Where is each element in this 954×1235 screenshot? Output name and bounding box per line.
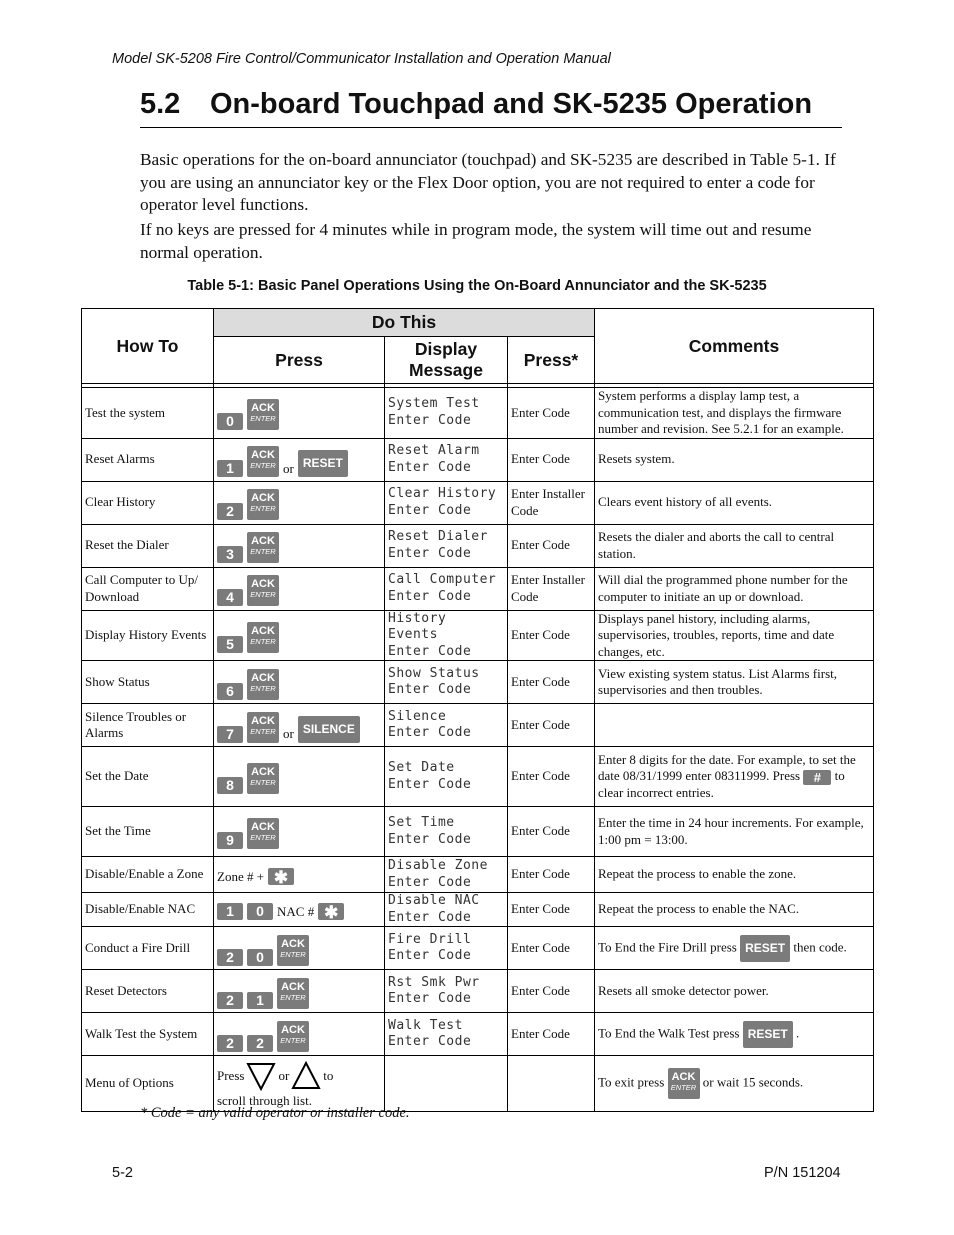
press-cell xyxy=(214,704,385,747)
display-message-cell xyxy=(385,927,508,970)
key-sequence xyxy=(217,528,381,563)
digit-key-icon[interactable]: 5 xyxy=(217,636,243,653)
header-display-message: Display Message xyxy=(385,337,508,384)
comments-cell xyxy=(595,747,874,807)
digit-key-icon[interactable]: 2 xyxy=(217,1035,243,1052)
header-press-star: Press* xyxy=(508,337,595,384)
ack-enter-key-icon[interactable] xyxy=(247,622,279,653)
display-line-2: Enter Code xyxy=(388,948,472,963)
ack-key-label: ACK xyxy=(251,402,275,415)
comment-text: Enter the time in 24 hour increments. For example, 1:00 pm = 13:00. xyxy=(598,815,864,847)
comments-cell xyxy=(595,893,874,927)
ack-key-label: ACK xyxy=(251,578,275,590)
table-row xyxy=(82,704,874,747)
comments-cell xyxy=(595,857,874,893)
enter-key-label: ENTER xyxy=(250,590,276,599)
display-line-1: Reset Dialer xyxy=(388,529,488,544)
ack-key-label: ACK xyxy=(671,1071,696,1083)
hash-key-icon[interactable]: # xyxy=(803,770,831,785)
display-line-2: Enter Code xyxy=(388,588,472,604)
digit-key-icon[interactable]: 2 xyxy=(217,503,243,520)
display-message-cell xyxy=(385,1013,508,1056)
comment-text-end: then code. xyxy=(793,938,847,954)
digit-key-icon[interactable]: 1 xyxy=(217,903,243,920)
how-to-cell: Test the system xyxy=(82,388,214,439)
ack-key-label: ACK xyxy=(251,624,275,637)
digit-key-icon[interactable]: 1 xyxy=(217,460,243,477)
or-word: or xyxy=(278,1068,290,1083)
enter-key-label: ENTER xyxy=(250,636,276,646)
to-word: to xyxy=(323,1068,334,1083)
comment-text: Clears event history of all events. xyxy=(598,494,773,510)
scroll-up-arrow-icon[interactable] xyxy=(291,1061,321,1091)
comments-cell xyxy=(595,1056,874,1112)
table-row xyxy=(82,970,874,1013)
display-line-1: Set Time xyxy=(388,815,455,830)
comments-cell xyxy=(595,438,874,481)
key-sequence xyxy=(217,665,381,700)
display-message-cell xyxy=(385,610,508,661)
key-sequence xyxy=(217,708,381,743)
table-row xyxy=(82,610,874,661)
comment-text: Resets all smoke detector power. xyxy=(598,982,769,998)
timeout-paragraph: If no keys are pressed for 4 minutes while in program mode, the system will time out and resume normal operation. xyxy=(140,220,812,262)
display-line-2: Enter Code xyxy=(388,545,472,561)
digit-key-icon[interactable]: 6 xyxy=(217,683,243,700)
press-cell xyxy=(214,438,385,481)
ack-key-label: ACK xyxy=(251,535,275,547)
display-message-cell xyxy=(385,481,508,524)
enter-key-label: ENTER xyxy=(250,778,276,787)
section-heading xyxy=(140,88,842,128)
comment-text: Resets the dialer and aborts the call to central station. xyxy=(598,529,835,561)
digit-key-icon[interactable]: 0 xyxy=(247,903,273,920)
header-how-to: How To xyxy=(82,309,214,384)
table-row xyxy=(82,567,874,610)
comments-cell xyxy=(595,481,874,524)
digit-key-icon[interactable]: 4 xyxy=(217,589,243,606)
comment-text-end: to clear incorrect entries. xyxy=(598,768,845,800)
digit-key-icon[interactable]: 2 xyxy=(217,992,243,1009)
intro-paragraph: Basic operations for the on-board annunciator (touchpad) and SK-5235 are described in Table 5-1. If you are using an annunciator key or the Flex Door option, you are not required to enter a code for operator level functions. xyxy=(140,150,836,214)
display-line-2: Enter Code xyxy=(388,991,472,1006)
section-title: On-board Touchpad and SK-5235 Operation xyxy=(210,88,813,120)
enter-key-label: ENTER xyxy=(280,1035,306,1045)
table-row xyxy=(82,857,874,893)
press-star-cell: Enter Code xyxy=(508,438,595,481)
comments-cell xyxy=(595,807,874,857)
display-line-2: Enter Code xyxy=(388,682,472,697)
zone-label: Zone # + xyxy=(217,868,265,884)
display-message-cell xyxy=(385,438,508,481)
key-sequence xyxy=(217,1017,381,1052)
footnote: * Code = any valid operator or installer code. xyxy=(140,1105,410,1121)
running-header: Model SK-5208 Fire Control/Communicator Installation and Operation Manual xyxy=(112,51,611,67)
or-word: or xyxy=(283,460,294,476)
header-comments: Comments xyxy=(595,309,874,384)
press-word: Press xyxy=(217,1068,245,1083)
ack-enter-key-icon[interactable] xyxy=(668,1068,700,1099)
display-line-2: Enter Code xyxy=(388,459,472,475)
press-star-cell xyxy=(508,1056,595,1112)
display-line-1: System Test xyxy=(388,396,480,412)
press-star-cell: Enter Code xyxy=(508,388,595,439)
comments-cell xyxy=(595,704,874,747)
display-line-2: Enter Code xyxy=(388,643,472,659)
key-sequence xyxy=(217,759,381,794)
display-message-cell xyxy=(385,857,508,893)
display-message-cell xyxy=(385,388,508,439)
press-cell xyxy=(214,567,385,610)
display-line-1: Set Date xyxy=(388,760,455,775)
display-line-2: Enter Code xyxy=(388,909,472,925)
display-line-1: Fire Drill xyxy=(388,931,472,947)
digit-key-icon[interactable]: 8 xyxy=(217,777,243,794)
ack-enter-key-icon[interactable] xyxy=(247,446,279,477)
key-sequence xyxy=(217,618,381,653)
display-line-2: Enter Code xyxy=(388,776,472,792)
display-message-cell xyxy=(385,747,508,807)
press-star-cell: Enter Code xyxy=(508,893,595,927)
reset-key-icon[interactable]: RESET xyxy=(743,1021,793,1048)
table-row xyxy=(82,747,874,807)
ack-key-label: ACK xyxy=(251,449,275,461)
display-message-cell xyxy=(385,893,508,927)
how-to-cell: Call Computer to Up/ Download xyxy=(82,567,214,610)
table-row xyxy=(82,927,874,970)
press-cell xyxy=(214,927,385,970)
display-message-cell xyxy=(385,524,508,567)
header-do-this: Do This xyxy=(214,309,595,337)
star-key-icon[interactable]: ✱ xyxy=(318,903,344,920)
comment-text: Will dial the programmed phone number for the computer to initiate an up or download. xyxy=(598,572,848,604)
enter-key-label: ENTER xyxy=(250,833,276,842)
ack-enter-key-icon[interactable] xyxy=(247,712,279,743)
display-line-1: Silence xyxy=(388,708,447,724)
part-number: P/N 151204 xyxy=(764,1165,841,1181)
press-cell xyxy=(214,1056,385,1112)
ack-key-label: ACK xyxy=(281,1023,305,1036)
key-sequence xyxy=(217,974,381,1009)
enter-key-label: ENTER xyxy=(670,1083,697,1092)
header-press: Press xyxy=(214,337,385,384)
press-cell xyxy=(214,747,385,807)
press-cell xyxy=(214,970,385,1013)
reset-key-icon[interactable]: RESET xyxy=(298,450,348,477)
table-row xyxy=(82,807,874,857)
press-star-cell: Enter Installer Code xyxy=(508,481,595,524)
display-line-2: Enter Code xyxy=(388,412,472,428)
comments-cell xyxy=(595,927,874,970)
silence-key-icon[interactable]: SILENCE xyxy=(298,716,360,743)
or-word: or xyxy=(283,726,294,741)
comments-cell xyxy=(595,970,874,1013)
key-sequence xyxy=(217,485,381,520)
how-to-cell: Reset Detectors xyxy=(82,970,214,1013)
how-to-cell: Menu of Options xyxy=(82,1056,214,1112)
key-sequence xyxy=(217,395,381,430)
press-star-cell: Enter Code xyxy=(508,970,595,1013)
enter-key-label: ENTER xyxy=(250,547,276,556)
press-star-cell: Enter Code xyxy=(508,807,595,857)
comment-text-end: . xyxy=(795,1024,800,1040)
press-star-cell: Enter Code xyxy=(508,661,595,704)
table-row xyxy=(82,524,874,567)
table-row xyxy=(82,388,874,439)
how-to-cell: Clear History xyxy=(82,481,214,524)
display-message-cell xyxy=(385,704,508,747)
reset-key-icon[interactable]: RESET xyxy=(740,935,790,962)
press-star-cell: Enter Code xyxy=(508,857,595,893)
key-sequence xyxy=(217,864,381,885)
ack-enter-key-icon[interactable] xyxy=(277,935,309,966)
table-row xyxy=(82,438,874,481)
how-to-cell: Walk Test the System xyxy=(82,1013,214,1056)
scroll-down-arrow-icon[interactable] xyxy=(246,1061,276,1091)
display-message-cell xyxy=(385,970,508,1013)
display-line-2: Enter Code xyxy=(388,874,472,890)
digit-key-icon[interactable]: 3 xyxy=(217,546,243,563)
display-line-1: Rst Smk Pwr xyxy=(388,974,480,990)
ack-key-label: ACK xyxy=(251,671,275,684)
display-message-cell xyxy=(385,661,508,704)
how-to-cell: Display History Events xyxy=(82,610,214,661)
display-line-1: Disable NAC xyxy=(388,893,480,908)
table-row xyxy=(82,481,874,524)
enter-key-label: ENTER xyxy=(250,504,276,513)
press-cell xyxy=(214,857,385,893)
display-line-1: History Events xyxy=(388,610,447,642)
enter-key-label: ENTER xyxy=(280,949,306,959)
press-cell xyxy=(214,610,385,661)
press-cell xyxy=(214,1013,385,1056)
ack-enter-key-icon[interactable] xyxy=(277,978,309,1009)
display-line-1: Reset Alarm xyxy=(388,443,480,458)
press-star-cell: Enter Code xyxy=(508,704,595,747)
comment-text-end: or wait 15 seconds. xyxy=(702,1074,804,1090)
press-cell xyxy=(214,481,385,524)
section-number: 5.2 xyxy=(140,88,181,120)
table-row xyxy=(82,1056,874,1112)
digit-key-icon[interactable]: 1 xyxy=(247,992,273,1009)
press-star-cell: Enter Code xyxy=(508,747,595,807)
how-to-cell: Set the Date xyxy=(82,747,214,807)
how-to-cell: Disable/Enable a Zone xyxy=(82,857,214,893)
display-line-2: Enter Code xyxy=(388,1034,472,1049)
how-to-cell: Reset Alarms xyxy=(82,438,214,481)
comment-text: View existing system status. List Alarms first, supervisories and then troubles. xyxy=(598,665,837,697)
comment-text: Resets system. xyxy=(598,451,675,467)
comment-text: Repeat the process to enable the zone. xyxy=(598,866,797,882)
display-line-1: Show Status xyxy=(388,665,480,681)
display-line-1: Walk Test xyxy=(388,1017,463,1033)
how-to-cell: Reset the Dialer xyxy=(82,524,214,567)
ack-key-label: ACK xyxy=(281,937,305,950)
digit-key-icon[interactable]: 7 xyxy=(217,726,243,743)
how-to-cell: Silence Troubles or Alarms xyxy=(82,704,214,747)
table-caption: Table 5-1: Basic Panel Operations Using the On-Board Annunciator and the SK-5235 xyxy=(187,278,767,294)
press-star-cell: Enter Code xyxy=(508,927,595,970)
scroll-text: scroll through list. xyxy=(217,1093,312,1109)
press-cell xyxy=(214,388,385,439)
comment-text: Enter 8 digits for the date. For example, to set the date 08/31/1999 enter 08311999. Press xyxy=(598,751,856,784)
key-sequence xyxy=(217,931,381,966)
star-key-icon[interactable]: ✱ xyxy=(268,868,294,885)
press-star-cell: Enter Code xyxy=(508,1013,595,1056)
comments-cell xyxy=(595,661,874,704)
table-row xyxy=(82,893,874,927)
display-message-cell xyxy=(385,1056,508,1112)
comment-text: Displays panel history, including alarms, supervisories, troubles, reports, time and date changes, etc. xyxy=(598,610,835,659)
enter-key-label: ENTER xyxy=(250,683,276,693)
how-to-cell: Disable/Enable NAC xyxy=(82,893,214,927)
ack-enter-key-icon[interactable] xyxy=(247,399,279,430)
table-body xyxy=(82,388,874,1112)
ack-key-label: ACK xyxy=(251,714,275,727)
ack-enter-key-icon[interactable] xyxy=(247,575,279,606)
comment-text: To End the Fire Drill press xyxy=(598,938,737,954)
display-line-1: Disable Zone xyxy=(388,858,488,873)
digit-key-icon[interactable]: 2 xyxy=(247,1035,273,1052)
display-line-2: Enter Code xyxy=(388,725,472,740)
display-line-2: Enter Code xyxy=(388,831,472,847)
ack-enter-key-icon[interactable] xyxy=(247,669,279,700)
enter-key-label: ENTER xyxy=(250,461,276,470)
ack-enter-key-icon[interactable] xyxy=(247,763,279,794)
comments-cell xyxy=(595,567,874,610)
digit-key-icon[interactable]: 0 xyxy=(217,413,243,430)
display-message-cell xyxy=(385,807,508,857)
press-star-cell: Enter Code xyxy=(508,524,595,567)
key-sequence xyxy=(217,814,381,849)
press-cell xyxy=(214,661,385,704)
display-line-1: Clear History xyxy=(388,486,497,501)
how-to-cell: Show Status xyxy=(82,661,214,704)
enter-key-label: ENTER xyxy=(250,726,276,736)
ack-key-label: ACK xyxy=(281,980,305,993)
ack-key-label: ACK xyxy=(251,766,275,778)
ack-enter-key-icon[interactable] xyxy=(277,1021,309,1052)
how-to-cell: Set the Time xyxy=(82,807,214,857)
digit-key-icon[interactable]: 9 xyxy=(217,832,243,849)
how-to-cell: Conduct a Fire Drill xyxy=(82,927,214,970)
digit-key-icon[interactable]: 0 xyxy=(247,949,273,966)
comment-text: Repeat the process to enable the NAC. xyxy=(598,901,800,917)
digit-key-icon[interactable]: 2 xyxy=(217,949,243,966)
key-sequence xyxy=(217,442,381,477)
enter-key-label: ENTER xyxy=(250,414,276,424)
comments-cell xyxy=(595,524,874,567)
press-cell xyxy=(214,893,385,927)
press-star-cell: Enter Installer Code xyxy=(508,567,595,610)
press-star-cell: Enter Code xyxy=(508,610,595,661)
press-cell xyxy=(214,524,385,567)
comment-text: To End the Walk Test press xyxy=(598,1024,740,1040)
display-line-1: Call Computer xyxy=(388,572,497,587)
page-number: 5-2 xyxy=(112,1165,133,1181)
comments-cell xyxy=(595,1013,874,1056)
display-message-cell xyxy=(385,567,508,610)
ack-key-label: ACK xyxy=(251,492,275,504)
operations-table xyxy=(81,308,874,1112)
table-row xyxy=(82,661,874,704)
ack-enter-key-icon[interactable] xyxy=(247,489,279,520)
enter-key-label: ENTER xyxy=(280,992,306,1002)
key-sequence xyxy=(217,899,381,920)
ack-key-label: ACK xyxy=(251,821,275,833)
key-sequence xyxy=(217,571,381,606)
comment-text: To exit press xyxy=(598,1074,665,1090)
table-row xyxy=(82,1013,874,1056)
comments-cell xyxy=(595,610,874,661)
press-cell xyxy=(214,807,385,857)
nac-label: NAC # xyxy=(277,903,315,919)
key-sequence xyxy=(217,1057,381,1110)
comment-text: System performs a display lamp test, a communication test, and displays the firmware number and revision. See 5.2.1 for an example. xyxy=(598,388,844,436)
ack-enter-key-icon[interactable] xyxy=(247,818,279,849)
ack-enter-key-icon[interactable] xyxy=(247,532,279,563)
comments-cell xyxy=(595,388,874,439)
display-line-2: Enter Code xyxy=(388,502,472,518)
